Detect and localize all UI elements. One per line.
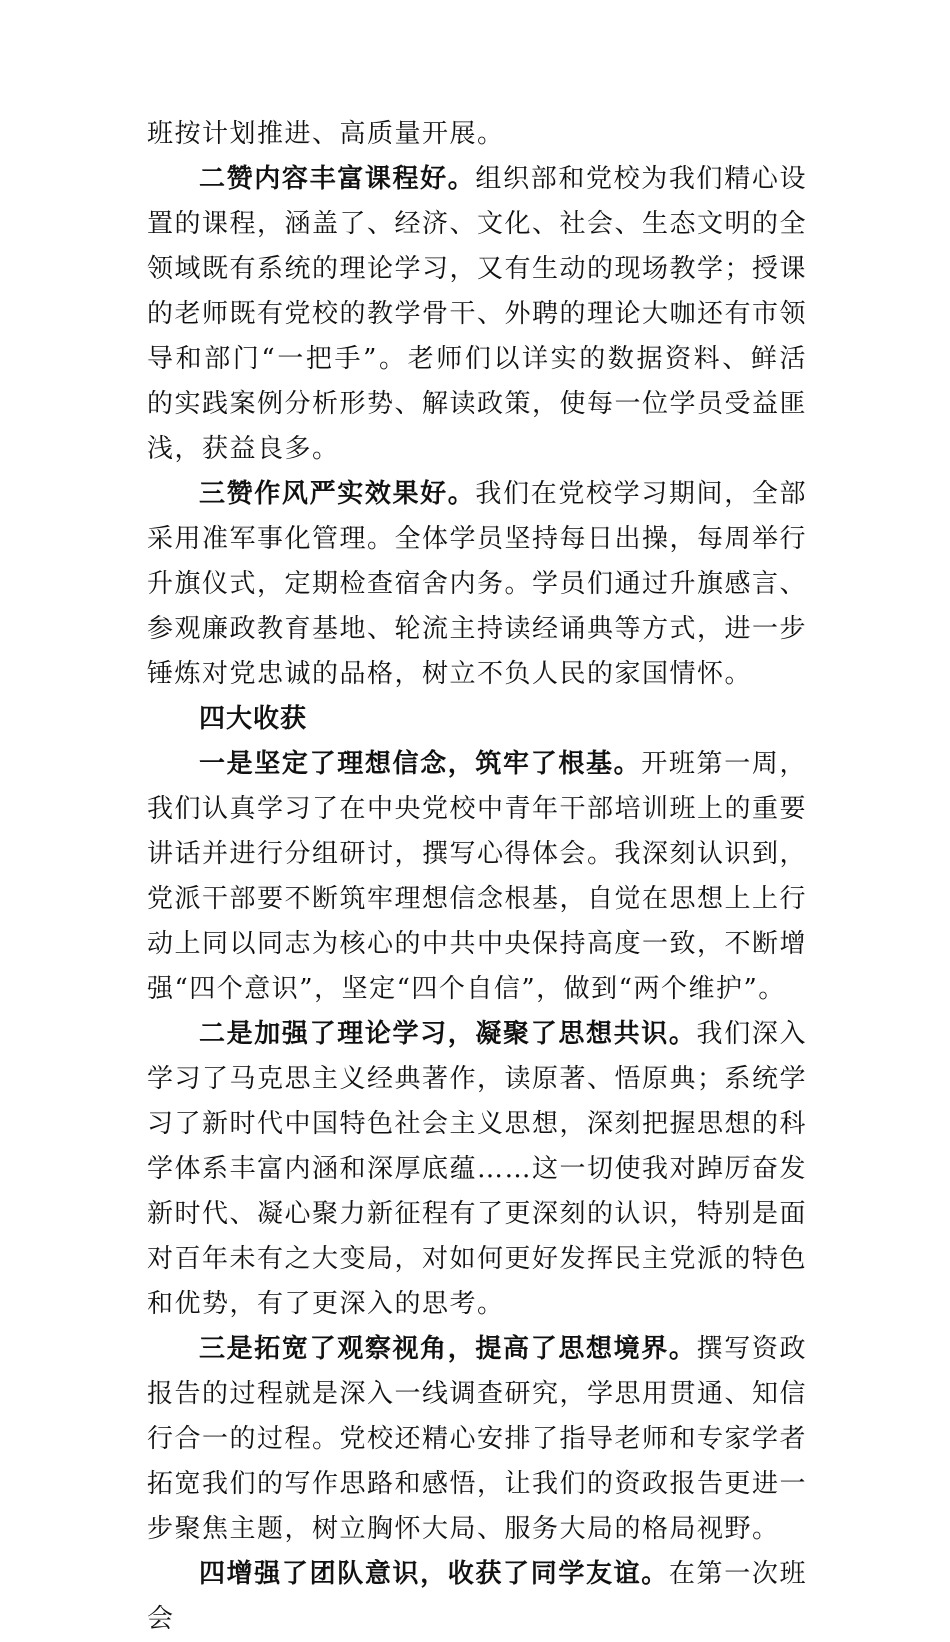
paragraph-gain-one (147, 742, 807, 1012)
paragraph-text: 撰写资政报告的过程就是深入一线调查研究，学思用贯通、知信行合一的过程。党校还精心安排了指导老师和专家学者拓宽我们的写作思路和感悟，让我们的资政报告更进一步聚焦主题，树立胸怀大局、服务大局的格局视野。 (147, 1334, 808, 1544)
paragraph-gain-four (147, 1552, 807, 1642)
paragraph-continuation (147, 112, 807, 157)
paragraph-lead: 一是坚定了理想信念，筑牢了根基。 (199, 749, 642, 779)
paragraph-gain-three (147, 1327, 807, 1552)
section-heading: 四大收获 (199, 704, 308, 734)
paragraph-lead: 二赞内容丰富课程好。 (199, 164, 476, 194)
paragraph-text: 我们深入学习了马克思主义经典著作，读原著、悟原典；系统学习了新时代中国特色社会主义思想，深刻把握思想的科学体系丰富内涵和深厚底蕴……这一切使我对踔厉奋发新时代、凝心聚力新征程有了更深刻的认识，特别是面对百年未有之大变局，对如何更好发挥民主党派的特色和优势，有了更深入的思考。 (147, 1019, 808, 1319)
paragraph-third-praise (147, 472, 807, 697)
paragraph-second-praise (147, 157, 807, 472)
paragraph-text: 开班第一周，我们认真学习了在中央党校中青年干部培训班上的重要讲话并进行分组研讨，撰写心得体会。我深刻认识到，党派干部要不断筑牢理想信念根基，自觉在思想上上行动上同以同志为核心的中共中央保持高度一致，不断增强“四个意识”，坚定“四个自信”，做到“两个维护”。 (147, 749, 808, 1004)
paragraph-lead: 二是加强了理论学习，凝聚了思想共识。 (199, 1019, 697, 1049)
paragraph-text: 我们在党校学习期间，全部采用准军事化管理。全体学员坚持每日出操，每周举行升旗仪式，定期检查宿舍内务。学员们通过升旗感言、参观廉政教育基地、轮流主持读经诵典等方式，进一步锤炼对党忠诚的品格，树立不负人民的家国情怀。 (147, 479, 808, 689)
document-body (147, 112, 807, 1642)
paragraph-text: 组织部和党校为我们精心设置的课程，涵盖了、经济、文化、社会、生态文明的全领域既有系统的理论学习，又有生动的现场教学；授课的老师既有党校的教学骨干、外聘的理论大咖还有市领导和部门“一把手”。老师们以详实的数据资料、鲜活的实践案例分析形势、解读政策，使每一位学员受益匪浅，获益良多。 (147, 164, 808, 464)
paragraph-text: 在第一次班会 (147, 1559, 807, 1634)
paragraph-gain-two (147, 1012, 807, 1327)
paragraph-text: 班按计划推进、高质量开展。 (147, 119, 505, 149)
paragraph-lead: 四增强了团队意识，收获了同学友谊。 (199, 1559, 669, 1589)
paragraph-lead: 三是拓宽了观察视角，提高了思想境界。 (199, 1334, 697, 1364)
paragraph-lead: 三赞作风严实效果好。 (199, 479, 476, 509)
